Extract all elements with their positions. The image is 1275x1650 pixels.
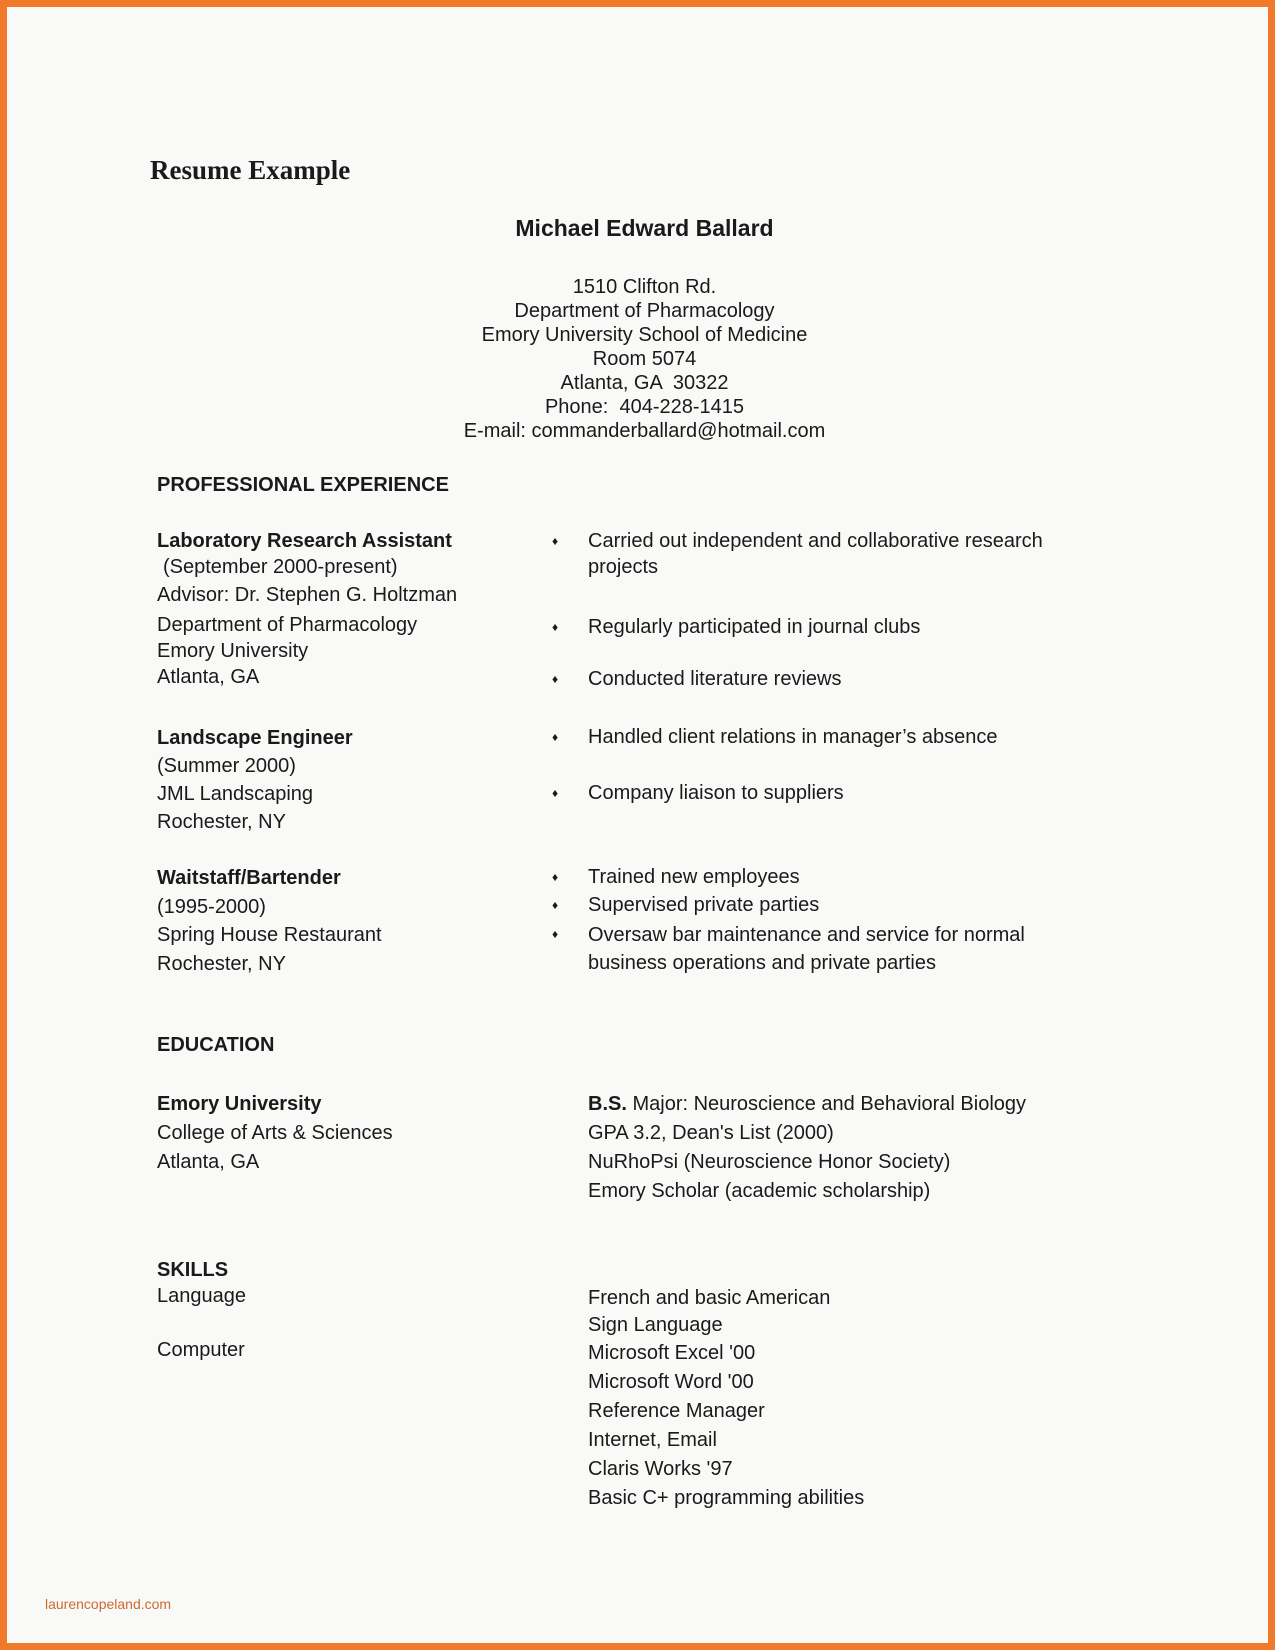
job-title: Laboratory Research Assistant bbox=[157, 530, 452, 552]
education-heading: EDUCATION bbox=[157, 1034, 275, 1056]
bullet-item bbox=[552, 921, 1092, 977]
degree: B.S. bbox=[588, 1093, 627, 1115]
job-detail: Rochester, NY bbox=[157, 811, 286, 833]
education-details bbox=[588, 1090, 1026, 1206]
bullet-text: business operations and private parties bbox=[588, 952, 936, 974]
job-detail: Emory University bbox=[157, 640, 309, 662]
bullet-item bbox=[552, 614, 1092, 640]
job-dates: (1995-2000) bbox=[157, 895, 266, 918]
contact-line: Room 5074 bbox=[592, 348, 697, 370]
skill-item: Basic C+ programming abilities bbox=[588, 1487, 865, 1509]
contact-line: Emory University School of Medicine bbox=[481, 324, 808, 346]
school-name: Emory University bbox=[157, 1093, 322, 1115]
skill-label-language: Language bbox=[157, 1285, 246, 1307]
diamond-bullet-icon: ♦ bbox=[552, 620, 559, 634]
job-detail: JML Landscaping bbox=[157, 783, 314, 805]
bullet-item bbox=[552, 780, 1092, 806]
watermark-text: laurencopeland.com bbox=[45, 1596, 172, 1612]
school-location: Atlanta, GA bbox=[157, 1151, 260, 1173]
bullet-text: Handled client relations in manager’s absence bbox=[588, 726, 998, 748]
contact-line: Department of Pharmacology bbox=[514, 300, 775, 322]
job-detail: Rochester, NY bbox=[157, 952, 286, 975]
contact-line: Phone: 404-228-1415 bbox=[544, 396, 745, 418]
bullet-text: Regularly participated in journal clubs bbox=[588, 616, 921, 638]
job-dates: (September 2000-present) bbox=[163, 556, 398, 578]
diamond-bullet-icon: ♦ bbox=[552, 672, 559, 686]
job-detail: Advisor: Dr. Stephen G. Holtzman bbox=[157, 584, 458, 606]
bullet-text: Company liaison to suppliers bbox=[588, 782, 844, 804]
skill-list-computer bbox=[588, 1339, 864, 1513]
major: Major: Neuroscience and Behavioral Biology bbox=[626, 1093, 1027, 1115]
gpa: GPA 3.2, Dean's List (2000) bbox=[588, 1122, 834, 1144]
bullet-text: Conducted literature reviews bbox=[588, 668, 842, 690]
bullet-text: Carried out independent and collaborative research bbox=[588, 530, 1043, 552]
education-school bbox=[157, 1090, 393, 1177]
bullet-item bbox=[552, 528, 1092, 580]
skill-label-computer: Computer bbox=[157, 1339, 245, 1361]
job-entry bbox=[157, 528, 537, 690]
job-dates: (Summer 2000) bbox=[157, 755, 296, 777]
job-title: Landscape Engineer bbox=[157, 727, 353, 749]
diamond-bullet-icon: ♦ bbox=[552, 534, 559, 548]
skill-item: Microsoft Word '00 bbox=[588, 1371, 754, 1393]
college-name: College of Arts & Sciences bbox=[157, 1122, 393, 1144]
bullet-text: projects bbox=[588, 556, 659, 578]
contact-email: E-mail: commanderballard@hotmail.com bbox=[463, 420, 826, 442]
bullet-item bbox=[552, 724, 1092, 750]
skill-item: Internet, Email bbox=[588, 1429, 717, 1451]
scholarship: Emory Scholar (academic scholarship) bbox=[588, 1180, 931, 1202]
bullet-text: Supervised private parties bbox=[588, 894, 820, 916]
document-title: Resume Example bbox=[150, 155, 351, 185]
skill-item: Microsoft Excel '00 bbox=[588, 1342, 756, 1364]
contact-line: 1510 Clifton Rd. bbox=[572, 276, 717, 298]
skill-item: Sign Language bbox=[588, 1314, 723, 1337]
contact-line: Atlanta, GA 30322 bbox=[560, 372, 729, 394]
skill-item: Claris Works '97 bbox=[588, 1458, 733, 1480]
job-title: Waitstaff/Bartender bbox=[157, 867, 341, 889]
skill-item: French and basic American bbox=[588, 1287, 831, 1309]
job-detail: Spring House Restaurant bbox=[157, 924, 382, 946]
diamond-bullet-icon: ♦ bbox=[552, 898, 559, 912]
contact-block bbox=[7, 275, 1275, 443]
degree-line bbox=[588, 1090, 1026, 1119]
skills-heading: SKILLS bbox=[157, 1259, 229, 1281]
bullet-item bbox=[552, 892, 1092, 918]
skill-item: Reference Manager bbox=[588, 1400, 765, 1422]
job-entry bbox=[157, 724, 537, 836]
job-detail: Atlanta, GA bbox=[157, 666, 260, 688]
bullet-item bbox=[552, 666, 1092, 692]
job-detail: Department of Pharmacology bbox=[157, 614, 418, 636]
experience-heading: PROFESSIONAL EXPERIENCE bbox=[157, 474, 449, 496]
honor-society: NuRhoPsi (Neuroscience Honor Society) bbox=[588, 1151, 951, 1173]
bullet-text: Trained new employees bbox=[588, 866, 800, 888]
job-entry bbox=[157, 864, 537, 978]
diamond-bullet-icon: ♦ bbox=[552, 730, 559, 744]
candidate-name: Michael Edward Ballard bbox=[515, 215, 774, 241]
diamond-bullet-icon: ♦ bbox=[552, 870, 559, 884]
bullet-item bbox=[552, 864, 1092, 890]
skill-list-language bbox=[588, 1285, 830, 1339]
diamond-bullet-icon: ♦ bbox=[552, 786, 559, 800]
diamond-bullet-icon: ♦ bbox=[552, 927, 559, 941]
bullet-text: Oversaw bar maintenance and service for normal bbox=[588, 924, 1025, 946]
